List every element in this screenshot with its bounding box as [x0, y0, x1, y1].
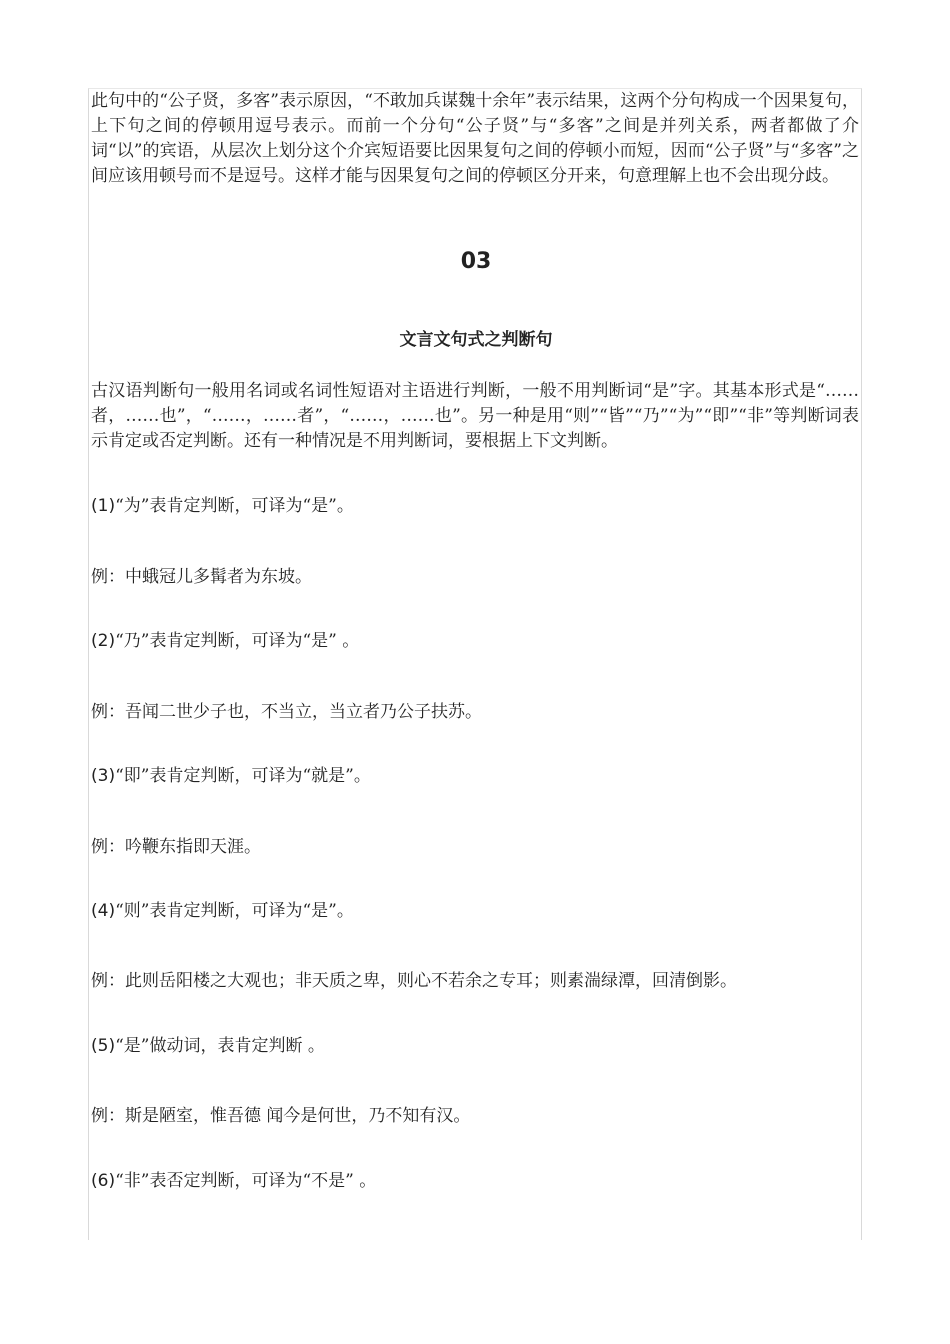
example-line: 例：中蛾冠儿多髯者为东坡。: [91, 567, 312, 587]
item-number: (6): [91, 1171, 116, 1191]
example-line: 例：吟鞭东指即天涯。: [91, 837, 261, 857]
item-number: (2): [91, 631, 116, 651]
list-item: [91, 1169, 859, 1194]
item-text: “为”表肯定判断，可译为“是”。: [115, 496, 354, 516]
example-line: 例：吾闻二世少子也，不当立，当立者乃公子扶苏。: [91, 702, 482, 722]
item-number: (5): [91, 1036, 116, 1056]
item-text: “则”表肯定判断，可译为“是”。: [115, 901, 354, 921]
item-number: (3): [91, 766, 116, 786]
item-text: “即”表肯定判断，可译为“就是”。: [115, 766, 371, 786]
item-text: “乃”表肯定判断，可译为“是” 。: [115, 631, 360, 651]
section-title: 文言文句式之判断句: [399, 330, 553, 350]
list-item: [91, 764, 859, 789]
intro-paragraph: 此句中的“公子贤，多客”表示原因，“不敢加兵谋魏十余年”表示结果，这两个分句构成一个因果复句，上下句之间的停顿用逗号表示。而前一个分句“公子贤”与“多客”之间是并列关系，两者都做了介词“以”的宾语，从层次上划分这个介宾短语要比因果复句之间的停顿小而短，因而“公子贤”与“多客”之间应该用顿号而不是逗号。这样才能与因果复句之间的停顿区分开来，句意理解上也不会出现分歧。: [91, 91, 859, 186]
list-item: [91, 899, 859, 924]
example-line: 例：斯是陋室，惟吾德 闻今是何世，乃不知有汉。: [91, 1106, 471, 1126]
item-number: (4): [91, 901, 116, 921]
definition-paragraph: 古汉语判断句一般用名词或名词性短语对主语进行判断，一般不用判断词“是”字。其基本形式是“……者，……也”，“……，……者”，“……，……也”。另一种是用“则”“皆”“乃”“为”“即”“非”等判断词表示肯定或否定判断。还有一种情况是不用判断词，要根据上下文判断。: [91, 381, 859, 451]
list-item: [91, 494, 859, 519]
section-number: 03: [460, 249, 492, 274]
item-text: “是”做动词，表肯定判断 。: [115, 1036, 325, 1056]
document-page: [88, 88, 862, 1240]
item-number: (1): [91, 496, 116, 516]
item-text: “非”表否定判断，可译为“不是” 。: [115, 1171, 377, 1191]
list-item: [91, 1034, 859, 1059]
example-line: 例：此则岳阳楼之大观也；非天质之卑，则心不若余之专耳；则素湍绿潭，回清倒影。: [91, 971, 737, 991]
list-item: [91, 629, 859, 654]
